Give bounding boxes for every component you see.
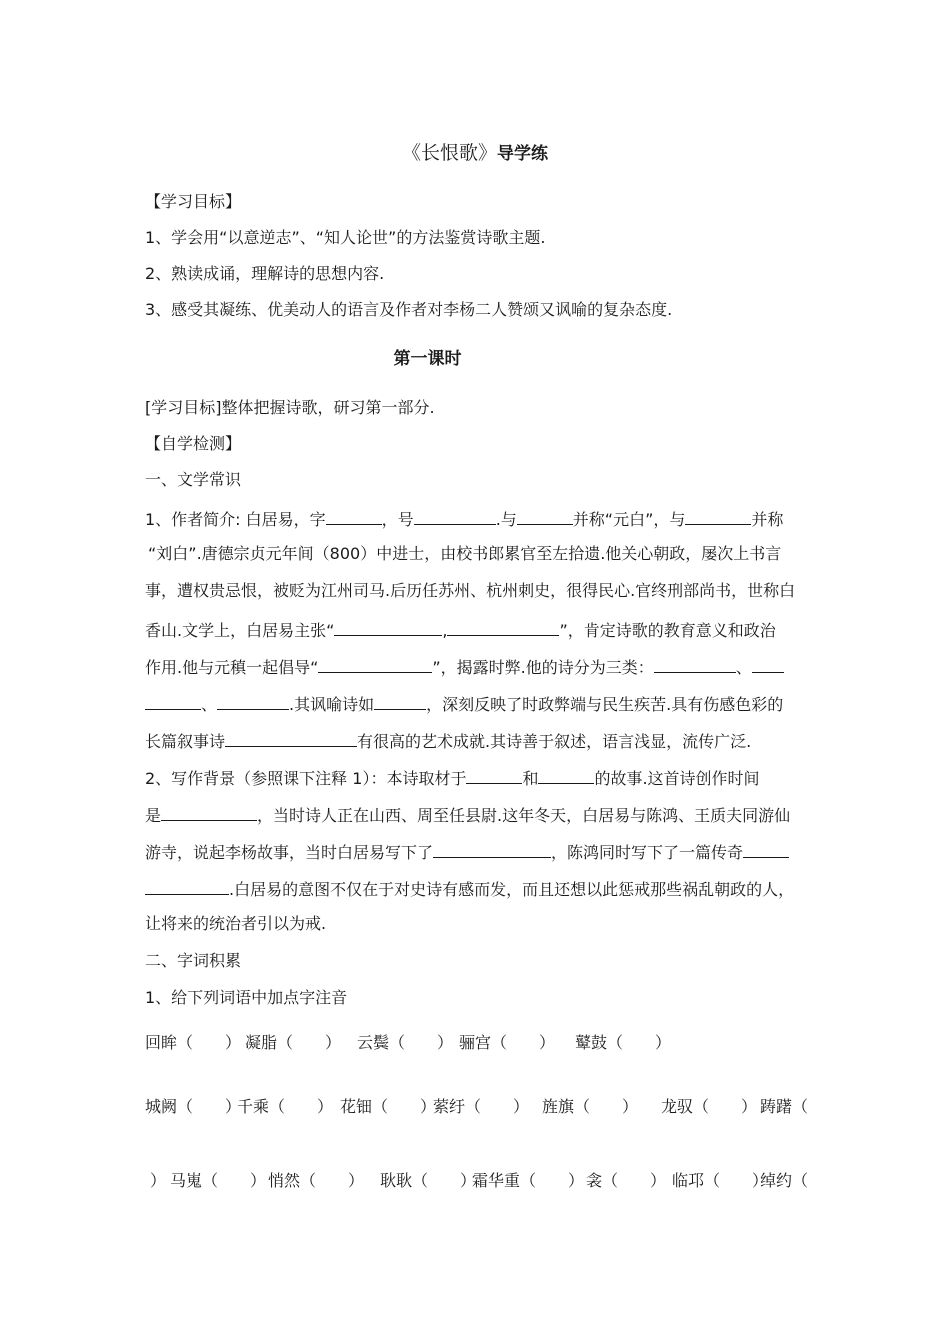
blank-field[interactable] [654, 655, 736, 673]
vocab-item [542, 1097, 638, 1117]
blank-field[interactable] [374, 692, 426, 710]
vocab-text: 耿耿（ ） [380, 1171, 477, 1190]
vocab-item [145, 1097, 241, 1117]
q2-text: 是 [145, 806, 162, 825]
q1-text: 并称“元白”，与 [572, 510, 686, 529]
vocab-text: 旌旗（ ） [542, 1097, 639, 1116]
lesson-title: 第一课时 [393, 349, 462, 369]
vocab-text: 花钿（ ） [340, 1097, 437, 1116]
q1-line-7 [145, 729, 751, 752]
vocab-text: 鼙鼓（ ） [575, 1033, 672, 1052]
blank-field[interactable] [225, 729, 357, 747]
vocab-text: 回眸（ ） [145, 1033, 242, 1052]
page-title [0, 141, 950, 166]
blank-field[interactable] [447, 618, 559, 636]
vocab-item [237, 1097, 333, 1117]
q2-text: ，陈鸿同时写下了一篇传奇 [551, 843, 744, 862]
vocab-item [268, 1171, 364, 1191]
goals-header: 【学习目标】 [145, 192, 242, 211]
q1-text: ”，揭露时弊.他的诗分为三类： [432, 658, 654, 677]
blank-field[interactable] [414, 507, 496, 525]
q1-line-5 [145, 655, 784, 678]
blank-field[interactable] [743, 840, 789, 858]
vocab-item [760, 1171, 808, 1191]
q2-text: 和 [522, 769, 539, 788]
q1-text: 作用.他与元稹一起倡导“ [145, 658, 319, 677]
vocab-item [586, 1171, 666, 1191]
vocab-item [380, 1171, 476, 1191]
q1-text: 1、作者简介: 白居易，字 [145, 510, 326, 529]
q2-line-5: 让将来的统治者引以为戒. [145, 914, 327, 933]
q1-text: ，号 [381, 510, 414, 529]
q2-line-2 [145, 803, 790, 826]
vocab-text: 城阙（ ） [145, 1097, 242, 1116]
vocab-item [245, 1033, 341, 1053]
blank-field[interactable] [752, 655, 784, 673]
vocab-text: 踌躇（ [760, 1097, 809, 1116]
q1-text: 并称 [751, 510, 784, 529]
q1-text: , [442, 621, 448, 640]
self-check-header: 【自学检测】 [145, 434, 242, 453]
vocab-text: 凝脂（ ） [245, 1033, 342, 1052]
goal-item-3: 3、感受其凝练、优美动人的语言及作者对李杨二人赞颂又讽喻的复杂态度. [145, 300, 673, 319]
q1-line-1 [145, 507, 783, 530]
lesson-goal: [学习目标]整体把握诗歌，研习第一部分. [145, 398, 435, 417]
section-heading-literature: 一、文学常识 [145, 470, 242, 489]
vocab-item [170, 1171, 266, 1191]
q1-text: 香山.文学上，白居易主张“ [145, 621, 335, 640]
blank-field[interactable] [685, 507, 751, 525]
q1-text: 、 [201, 695, 218, 714]
q1-line-3: 事，遭权贵忌恨，被贬为江州司马.后历任苏州、杭州刺史，很得民心.官终刑部尚书，世称白 [145, 581, 796, 600]
vocab-text: 悄然（ ） [268, 1171, 365, 1190]
vocab-item [433, 1097, 529, 1117]
vocab-text: ） [150, 1171, 167, 1190]
vocab-item [472, 1171, 584, 1191]
vocab-text: 马嵬（ ） [170, 1171, 267, 1190]
q2-line-4 [145, 877, 794, 900]
q2-text: 游寺，说起李杨故事，当时白居易写下了 [145, 843, 434, 862]
q2-text: 的故事.这首诗创作时间 [594, 769, 760, 788]
vocab-text: 云鬓（ ） [357, 1033, 454, 1052]
q1-text: 有很高的艺术成就.其诗善于叙述，语言浅显，流传广泛. [357, 732, 752, 751]
blank-field[interactable] [334, 618, 442, 636]
vocab-text: 临邛（ ） [672, 1171, 769, 1190]
vocab-item [145, 1033, 241, 1053]
vocab-item [672, 1171, 768, 1191]
q1-text: .其讽喻诗如 [289, 695, 375, 714]
vocab-text: 绰约（ [760, 1171, 809, 1190]
blank-field[interactable] [326, 507, 382, 525]
vocab-item [661, 1097, 757, 1117]
blank-field[interactable] [318, 655, 432, 673]
q2-text: 2、写作背景（参照课下注释 1）：本诗取材于 [145, 769, 467, 788]
title-main: 《长恨歌》 [401, 142, 497, 164]
vocab-text: 龙驭（ ） [661, 1097, 758, 1116]
vocab-text: 萦纡（ ） [433, 1097, 530, 1116]
goal-item-1: 1、学会用“以意逆志”、“知人论世”的方法鉴赏诗歌主题. [145, 228, 546, 247]
section-heading-vocab: 二、字词积累 [145, 951, 242, 970]
vocab-text: 霜华重（ ） [472, 1171, 585, 1190]
vocab-item [575, 1033, 671, 1053]
vocab-item [150, 1171, 166, 1191]
blank-field[interactable] [538, 766, 594, 784]
q1-text: ，深刻反映了时政弊端与民生疾苦.具有伤感色彩的 [426, 695, 784, 714]
blank-field[interactable] [217, 692, 289, 710]
q2-text: .白居易的意图不仅在于对史诗有感而发，而且还想以此惩戒那些祸乱朝政的人， [229, 880, 795, 899]
vocab-item [340, 1097, 436, 1117]
q2-line-1 [145, 766, 760, 789]
q2-text: ，当时诗人正在山西、周至任县尉.这年冬天，白居易与陈鸿、王质夫同游仙 [257, 806, 791, 825]
q1-line-4 [145, 618, 776, 641]
q1-line-2: “刘白”.唐德宗贞元年间（800）中进士，由校书郎累官至左拾遗.他关心朝政，屡次上书言 [148, 544, 782, 563]
vocab-instruction: 1、给下列词语中加点字注音 [145, 988, 348, 1007]
vocab-text: 千乘（ ） [237, 1097, 334, 1116]
blank-field[interactable] [161, 803, 257, 821]
vocab-item [760, 1097, 808, 1117]
vocab-text: 衾（ ） [586, 1171, 667, 1190]
q2-line-3 [145, 840, 789, 863]
blank-field[interactable] [517, 507, 573, 525]
q1-text: ”，肯定诗歌的教育意义和政治 [559, 621, 776, 640]
q1-text: 长篇叙事诗 [145, 732, 226, 751]
q1-line-6 [145, 692, 783, 715]
vocab-item [459, 1033, 555, 1053]
blank-field[interactable] [433, 840, 551, 858]
q1-text: .与 [495, 510, 517, 529]
blank-field[interactable] [145, 692, 201, 710]
title-suffix: 导学练 [497, 144, 548, 164]
vocab-item [357, 1033, 453, 1053]
blank-field[interactable] [145, 877, 229, 895]
vocab-text: 骊宫（ ） [459, 1033, 556, 1052]
q1-text: 、 [735, 658, 752, 677]
goal-item-2: 2、熟读成诵，理解诗的思想内容. [145, 264, 385, 283]
blank-field[interactable] [466, 766, 522, 784]
